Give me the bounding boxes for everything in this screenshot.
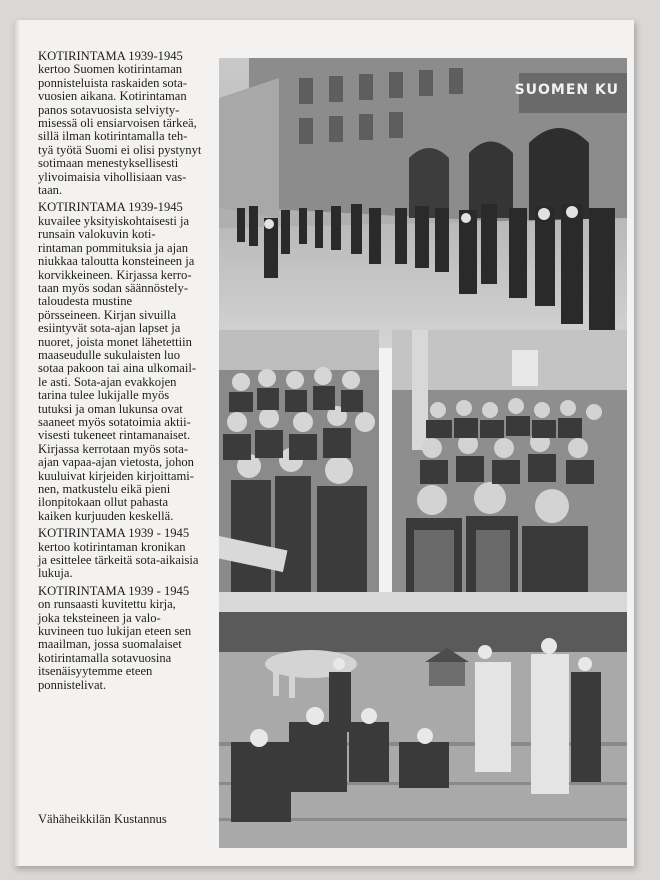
publisher-name: Vähäheikkilän Kustannus — [38, 812, 167, 826]
photo-street-queue — [219, 58, 627, 348]
photo-crowd-left — [219, 330, 379, 600]
blurb-paragraph-3: KOTIRINTAMA 1939 - 1945 kertoo kotirintaman kronikan ja esittelee tärkeitä sota-aikaisia lukuja. — [38, 526, 199, 581]
blurb-paragraph-4: KOTIRINTAMA 1939 - 1945 on runsaasti kuvitettu kirja, joka teksteineen ja valo- kuvineen tuo lukijan eteen sen maailman, jossa suomalaiset kotirintamalla sotavuosina itsenäisyytemme eteen ponnistelivat. — [38, 583, 192, 692]
blurb-text — [38, 50, 222, 696]
cover-edge — [14, 20, 20, 866]
street-sign: SUOMEN KU — [514, 82, 619, 98]
blurb-paragraph-2: KOTIRINTAMA 1939-1945 kuvailee yksityiskohtaisesti ja runsain valokuvin koti- rintaman pommituksia ja ajan niukkaa taloutta konsteineen ja korvikkeineen. Kirjassa kerro- taan myös sodan säännöstely- taloudesta mustine pörsseineen. Kirjan sivuilla esiintyvät sota-ajan lapset ja nuoret, joista monet lähetettiin maaseudulle sukulaisten luo sotaa pakoon tai aina ulkomail- le asti. Sota-ajan evakkojen tarina tulee lukijalle myös tutuksi ja oman lukunsa ovat saaneet myös sotatoimia aktii- visesti tukeneet rintamanaiset. Kirjassa kerrotaan myös sota- ajan vapaa-ajan vietosta, johon kuuluivat kirjeiden kirjoittami- nen, matkustelu eikä pieni ilonpitokaan ollut pahasta kaiken kurjuuden keskellä. — [38, 200, 197, 523]
photo-crowd-right — [392, 330, 627, 600]
blurb-paragraph-1: KOTIRINTAMA 1939-1945 kertoo Suomen kotirintaman ponnisteluista raskaiden sota- vuosien aikana. Kotirintaman panos sotavuosista selviyty- misessä oli ensiarvoisen tärkeä, sillä ilman kotirintamalla teh- tyä työtä Suomi ei olisi pystynyt sotimaan menestyksellisesti ylivoimaisia vihollisiaan vas- taan. — [38, 49, 202, 198]
photo-field-rest — [219, 592, 627, 848]
book-back-cover — [14, 20, 634, 866]
